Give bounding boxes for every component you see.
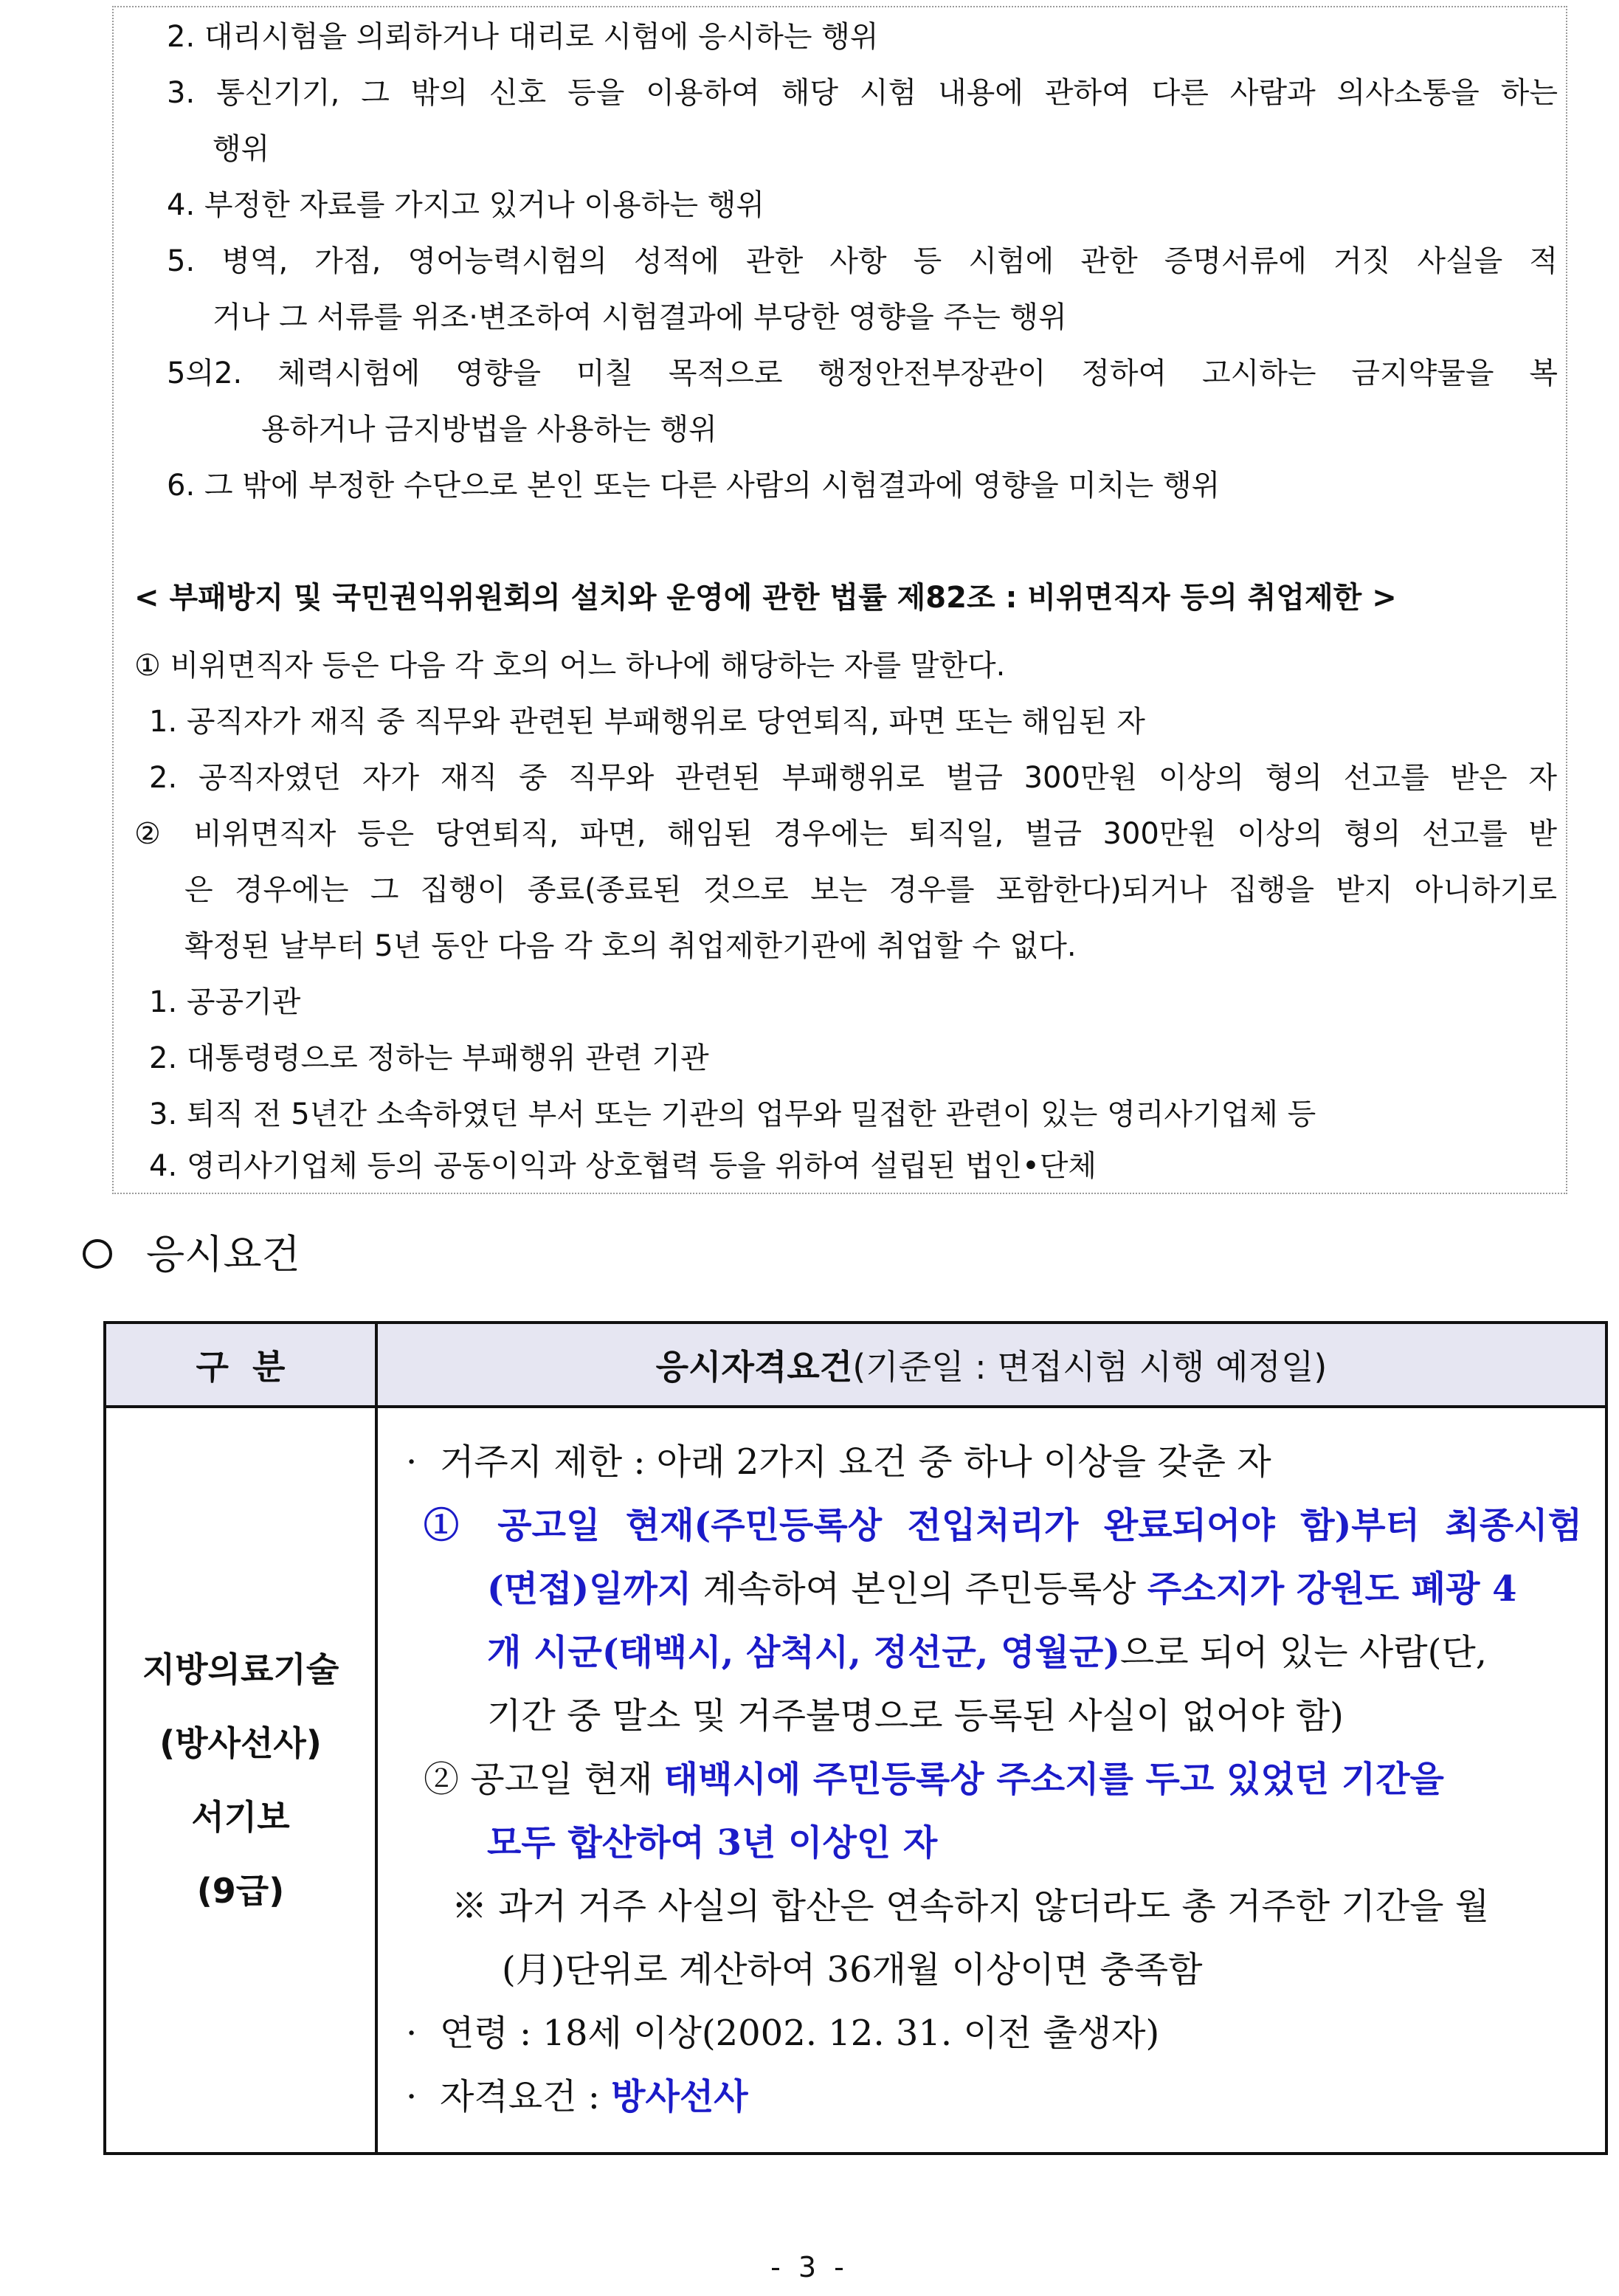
section-title: 응시요건 (146, 1231, 300, 1278)
list-item: 1. 공공기관 (149, 985, 301, 1019)
list-item: 2. 대통령령으로 정하는 부패행위 관련 기관 (149, 1041, 709, 1075)
qualification-requirement: · 자격요건 : 방사선사 (406, 2076, 748, 2117)
condition-1-line: 개 시군(태백시, 삼척시, 정선군, 영월군)으로 되어 있는 사람(단, (487, 1632, 1487, 1673)
law-excerpt-box: 2. 대리시험을 의뢰하거나 대리로 시험에 응시하는 행위 3. 통신기기, 그 밖의 신호 등을 이용하여 해당 시험 내용에 관하여 다른 사람과 의사소통을 하는 행위 4. 부정한 자료를 가지고 있거나 이용하는 행위 5. 병역, 가점, 영어능력시험의 성적에 관한 사항 등 시험에 관한 증명서류에 거짓 사실을 적 거나 그 서류를 위조·변조하여 시험결과에 부당한 영향을 주는 행위 5의2. 체력시험에 영향을 미칠 목적으로 행정안전부장관이 정하여 고시하는 금지약물을 복 용하거나 금지방법을 사용하는 행위 6. 그 밖에 부정한 수단으로 본인 또는 다른 사람의 시험결과에 영향을 미치는 행위 < 부패방지 및 국민권익위원회의 설치와 운영에 관한 법률 제82조 : 비위면직자 등의 취업제한 > ① 비위면직자 등은 다음 각 호의 어느 하나에 해당하는 자를 말한다. 1. 공직자가 재직 중 직무와 관련된 부패행위로 당연퇴직, 파면 또는 해임된 자 2. 공직자였던 자가 재직 중 직무와 관련된 부패행위로 벌금 300만원 이상의 형의 선고를 받은 자 ② 비위면직자 등은 당연퇴직, 파면, 해임된 경우에는 퇴직일, 벌금 300만원 이상의 형의 선고를 받 은 경우에는 그 집행이 종료(종료된 것으로 보는 경우를 포함한다)되거나 집행을 받지 아니하기로 확정된 날부터 5년 동안 다음 각 호의 취업제한기관에 취업할 수 없다. 1. 공공기관 2. 대통령령으로 정하는 부패행위 관련 기관 3. 퇴직 전 5년간 소속하였던 부서 또는 기관의 업무와 밀접한 관련이 있는 영리사기업체 등 4. 영리사기업체 등의 공동이익과 상호협력 등을 위하여 설립된 법인•단체 (112, 6, 1567, 1194)
hollow-circle-bullet-icon (83, 1239, 112, 1269)
list-item: 은 경우에는 그 집행이 종료(종료된 것으로 보는 경우를 포함한다)되거나 집행을 받지 아니하기로 (184, 873, 1557, 907)
list-item: 2. 공직자였던 자가 재직 중 직무와 관련된 부패행위로 벌금 300만원 이상의 형의 선고를 받은 자 (149, 761, 1557, 795)
category-line: (9급) (196, 1871, 285, 1911)
list-item: 용하거나 금지방법을 사용하는 행위 (261, 413, 717, 447)
header-requirement: 응시자격요건(기준일 : 면접시험 시행 예정일) (376, 1323, 1606, 1407)
condition-1-line: (면접)일까지 계속하여 본인의 주민등록상 주소지가 강원도 폐광 4 (487, 1568, 1517, 1610)
table-row (105, 1407, 1606, 2154)
list-item: 3. 통신기기, 그 밖의 신호 등을 이용하여 해당 시험 내용에 관하여 다른 사람과 의사소통을 하는 (167, 76, 1558, 110)
list-item: 4. 부정한 자료를 가지고 있거나 이용하는 행위 (167, 188, 764, 222)
list-item: 3. 퇴직 전 5년간 소속하였던 부서 또는 기관의 업무와 밀접한 관련이 있는 영리사기업체 등 (149, 1097, 1316, 1131)
category-line: 서기보 (191, 1797, 290, 1837)
list-item: 확정된 날부터 5년 동안 다음 각 호의 취업제한기관에 취업할 수 없다. (184, 929, 1077, 963)
list-item: ② 비위면직자 등은 당연퇴직, 파면, 해임된 경우에는 퇴직일, 벌금 300만원 이상의 형의 선고를 받 (134, 817, 1557, 851)
condition-1-line: 기간 중 말소 및 거주불명으로 등록된 사실이 없어야 함) (487, 1695, 1344, 1737)
list-item: 행위 (213, 132, 270, 166)
residence-requirement: · 거주지 제한 : 아래 2가지 요건 중 하나 이상을 갖춘 자 (406, 1441, 1271, 1483)
category-cell (105, 1407, 376, 2154)
page-number: - 3 - (770, 2251, 849, 2283)
note-line: ※ 과거 거주 사실의 합산은 연속하지 않더라도 총 거주한 기간을 월 (452, 1886, 1490, 1927)
category-line: 지방의료기술 (142, 1649, 339, 1689)
list-item: 6. 그 밖에 부정한 수단으로 본인 또는 다른 사람의 시험결과에 영향을 미치는 행위 (167, 469, 1221, 503)
requirements-table (103, 1321, 1608, 2155)
category-line: (방사선사) (159, 1723, 322, 1763)
age-requirement: · 연령 : 18세 이상(2002. 12. 31. 이전 출생자) (406, 2013, 1160, 2054)
note-line: (月)단위로 계산하여 36개월 이상이면 충족함 (502, 1949, 1203, 1990)
condition-2-line: 모두 합산하여 3년 이상인 자 (487, 1822, 938, 1864)
list-item: 거나 그 서류를 위조·변조하여 시험결과에 부당한 영향을 주는 행위 (213, 300, 1067, 334)
section-heading (83, 1221, 300, 1288)
header-category: 구 분 (105, 1323, 376, 1407)
list-item: ① 비위면직자 등은 다음 각 호의 어느 하나에 해당하는 자를 말한다. (134, 649, 1006, 683)
list-item: 1. 공직자가 재직 중 직무와 관련된 부패행위로 당연퇴직, 파면 또는 해임된 자 (149, 705, 1145, 739)
table-header-row (105, 1323, 1606, 1407)
requirement-cell (376, 1407, 1606, 2154)
list-item: 5. 병역, 가점, 영어능력시험의 성적에 관한 사항 등 시험에 관한 증명서류에 거짓 사실을 적 (167, 244, 1558, 278)
condition-2-line: ② 공고일 현재 태백시에 주민등록상 주소지를 두고 있었던 기간을 (424, 1759, 1444, 1800)
law-title: < 부패방지 및 국민권익위원회의 설치와 운영에 관한 법률 제82조 : 비위면직자 등의 취업제한 > (134, 581, 1397, 615)
list-item: 4. 영리사기업체 등의 공동이익과 상호협력 등을 위하여 설립된 법인•단체 (149, 1149, 1097, 1183)
condition-1-line: ① 공고일 현재(주민등록상 전입처리가 완료되어야 함)부터 최종시험 (424, 1505, 1582, 1546)
list-item: 5의2. 체력시험에 영향을 미칠 목적으로 행정안전부장관이 정하여 고시하는 금지약물을 복 (167, 356, 1558, 390)
